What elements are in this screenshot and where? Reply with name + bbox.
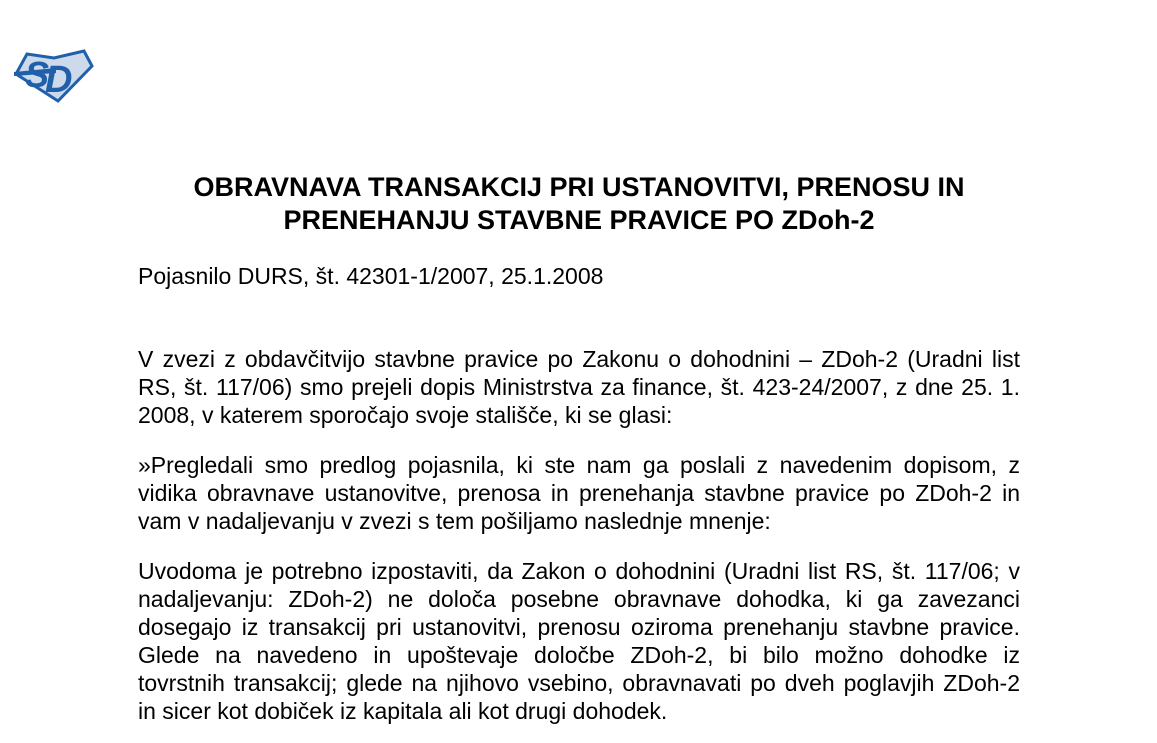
document-title <box>138 171 1020 237</box>
paragraph-line: Uvodoma je potrebno izpostaviti, da Zakon o dohodnini (Uradni list RS, št. 117/06; v <box>138 558 1020 584</box>
sd-shield-logo-icon <box>12 49 96 103</box>
paragraph-line: nadaljevanju: ZDoh-2) ne določa posebne obravnave dohodka, ki ga zavezanci <box>138 586 1020 612</box>
document-title-line2: PRENEHANJU STAVBNE PRAVICE PO ZDoh-2 <box>283 205 875 235</box>
paragraph-line: in sicer kot dobiček iz kapitala ali kot drugi dohodek. <box>138 698 668 724</box>
logo-letter-s: S <box>25 54 50 95</box>
paragraph-introduction <box>138 345 1020 429</box>
paragraph-line: dosegajo iz transakcij pri ustanovitvi, prenosu oziroma prenehanju stavbne pravice. <box>138 614 1020 640</box>
paragraph-line: V zvezi z obdavčitvijo stavbne pravice po Zakonu o dohodnini – ZDoh-2 (Uradni list <box>138 346 1020 372</box>
paragraph-line: vidika obravnave ustanovitve, prenosa in prenehanja stavbne pravice po ZDoh-2 in <box>138 480 1020 506</box>
paragraph-line: tovrstnih transakcij; glede na njihovo vsebino, obravnavati po dveh poglavjih ZDoh-2 <box>138 670 1020 696</box>
paragraph-quote-opening <box>138 451 1020 535</box>
paragraph-line: »Pregledali smo predlog pojasnila, ki ste nam ga poslali z navedenim dopisom, z <box>138 452 1020 478</box>
paragraph-line: Glede na navedeno in upoštevaje določbe ZDoh-2, bi bilo možno dohodke iz <box>138 642 1020 668</box>
document-reference: Pojasnilo DURS, št. 42301-1/2007, 25.1.2008 <box>138 263 604 289</box>
paragraph-line: 2008, v katerem sporočajo svoje stališče, ki se glasi: <box>138 402 673 428</box>
paragraph-line: RS, št. 117/06) smo prejeli dopis Ministrstva za finance, št. 423-24/2007, z dne 25. 1. <box>138 374 1020 400</box>
paragraph-opinion <box>138 557 1020 725</box>
sd-shield-logo <box>12 49 96 103</box>
paragraph-line: vam v nadaljevanju v zvezi s tem pošiljamo naslednje mnenje: <box>138 508 771 534</box>
document-title-line1: OBRAVNAVA TRANSAKCIJ PRI USTANOVITVI, PRENOSU IN <box>193 172 965 202</box>
logo-letter-d: D <box>45 59 73 101</box>
